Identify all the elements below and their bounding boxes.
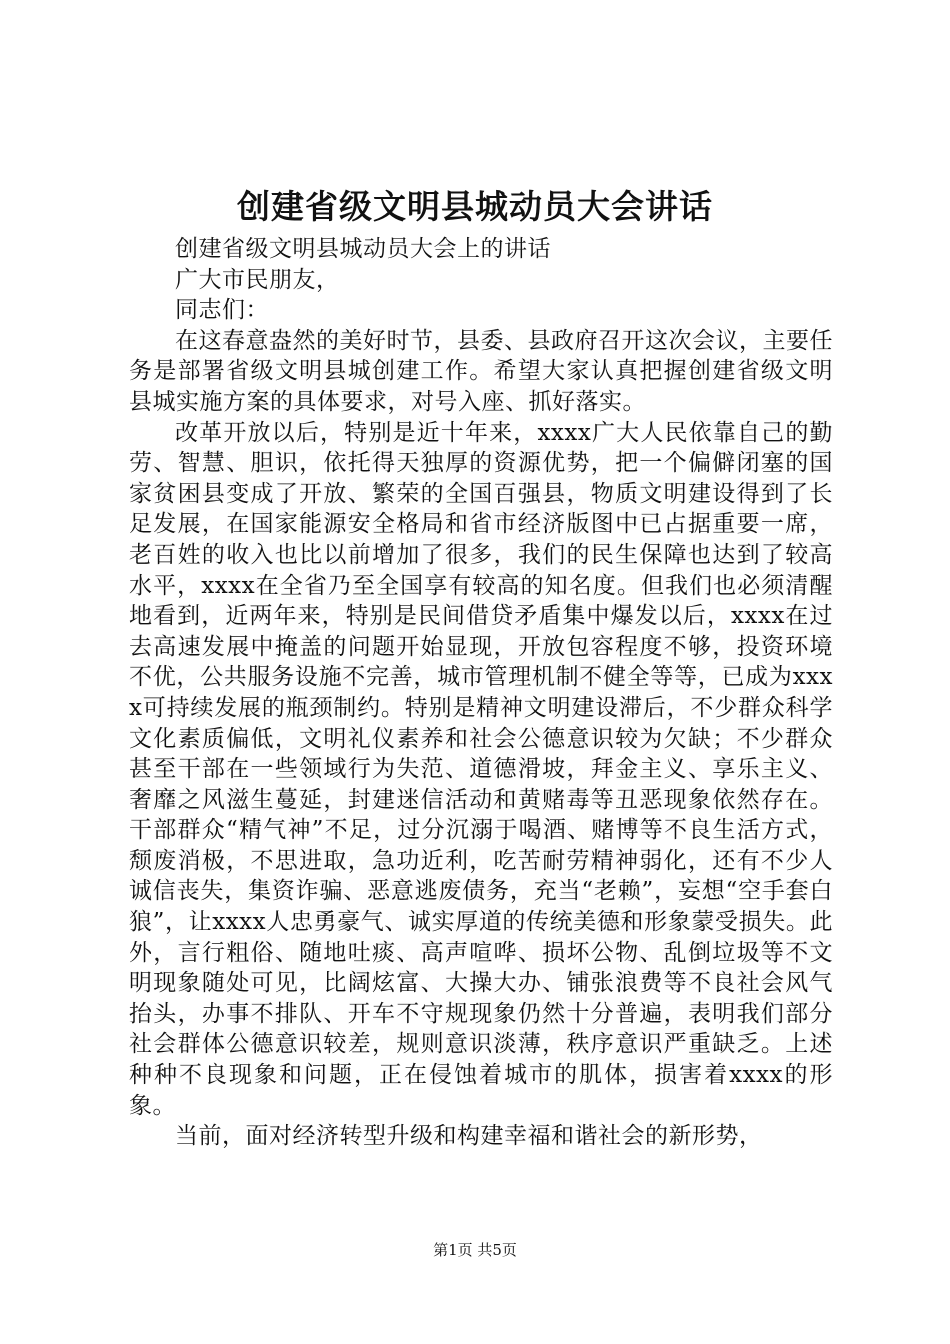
document-body (129, 234, 833, 1152)
speech-subtitle: 创建省级文明县城动员大会上的讲话 (175, 236, 551, 262)
salutation-citizens: 广大市民朋友， (175, 266, 340, 293)
page-footer: 第1页 共5页 (433, 1241, 517, 1259)
paragraph-current: 当前，面对经济转型升级和构建幸福和谐社会的新形势， (175, 1123, 763, 1150)
paragraph-background: 改革开放以后，特别是近十年来，xxxx广大人民依靠自己的勤劳、智慧、胆识，依托得天独厚的资源优势，把一个偏僻闭塞的国家贫困县变成了开放、繁荣的全国百强县，物质文明建设得到了长足发展，在国家能源安全格局和省市经济版图中已占据重要一席，老百姓的收入也比以前增加了很多，我们的民生保障也达到了较高水平，xxxx在全省乃至全国享有较高的知名度。但我们也必须清醒地看到，近两年来，特别是民间借贷矛盾集中爆发以后，xxxx在过去高速发展中掩盖的问题开始显现，开放包容程度不够，投资环境不优，公共服务设施不完善，城市管理机制不健全等等，已成为xxxx可持续发展的瓶颈制约。特别是精神文明建设滞后，不少群众科学文化素质偏低，文明礼仪素养和社会公德意识较为欠缺；不少群众甚至干部在一些领域行为失范、道德滑坡，拜金主义、享乐主义、奢靡之风滋生蔓延，封建迷信活动和黄赌毒等丑恶现象依然存在。干部群众“精气神”不足，过分沉溺于喝酒、赌博等不良生活方式，颓废消极，不思进取，急功近利，吃苦耐劳精神弱化，还有不少人诚信丧失，集资诈骗、恶意逃废债务，充当“老赖”，妄想“空手套白狼”，让xxxx人忠勇豪气、诚实厚道的传统美德和形象蒙受损失。此外，言行粗俗、随地吐痰、高声喧哗、损坏公物、乱倒垃圾等不文明现象随处可见，比阔炫富、大操大办、铺张浪费等不良社会风气抬头，办事不排队、开车不守规现象仍然十分普遍，表明我们部分社会群体公德意识较差，规则意识淡薄，秩序意识严重缺乏。上述种种不良现象和问题，正在侵蚀着城市的肌体，损害着xxxx的形象。 (129, 419, 833, 1119)
document-title: 创建省级文明县城动员大会讲话 (237, 187, 713, 226)
paragraph-intro: 在这春意盎然的美好时节，县委、县政府召开这次会议，主要任务是部署省级文明县城创建工作。希望大家认真把握创建省级文明县城实施方案的具体要求，对号入座、抓好落实。 (129, 327, 833, 415)
salutation-comrades: 同志们： (175, 297, 269, 324)
